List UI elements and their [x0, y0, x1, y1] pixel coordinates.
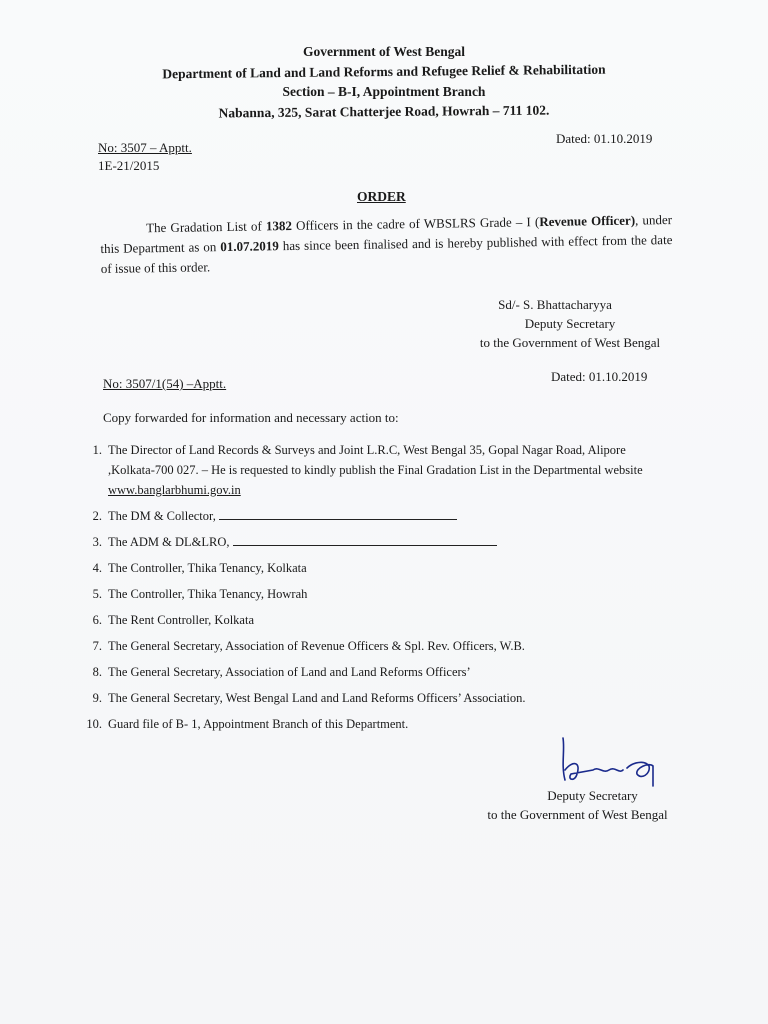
effective-date: 01.07.2019: [220, 238, 279, 255]
list-item: 8. The General Secretary, Association of Land and Land Reforms Officers’: [92, 665, 471, 679]
order-number: No: 3507 – Apptt.: [98, 140, 192, 155]
header-address: Nabanna, 325, Sarat Chatterjee Road, Howrah – 711 102.: [218, 102, 550, 121]
body-text-4: has since been finalised and is hereby published with effect from the date of issue of this order.: [100, 232, 673, 276]
list-item: 6. The Rent Controller, Kolkata: [92, 613, 254, 627]
file-number: 1E-21/2015: [98, 158, 160, 173]
officer-role: Revenue Officer): [539, 212, 636, 230]
recipient-list: [74, 440, 674, 740]
signatory-org: to the Government of West Bengal: [479, 335, 661, 350]
body-text-1: The Gradation List of: [146, 218, 267, 236]
website-link[interactable]: www.banglarbhumi.gov.in: [108, 483, 241, 497]
signatory-block: [460, 295, 680, 352]
body-text-2: Officers in the cadre of WBSLRS Grade – I (: [291, 214, 540, 233]
list-item: 4. The Controller, Thika Tenancy, Kolkata: [92, 561, 307, 575]
order-body: [100, 210, 673, 279]
list-item: 7. The General Secretary, Association of Revenue Officers & Spl. Rev. Officers, W.B.: [92, 639, 525, 653]
header-department: Department of Land and Land Reforms and Refugee Relief & Rehabilitation: [162, 61, 606, 82]
header-section: Section – B-I, Appointment Branch: [282, 84, 486, 99]
list-item: 5. The Controller, Thika Tenancy, Howrah: [92, 587, 308, 601]
letterhead: [0, 42, 768, 122]
list-item: 9. The General Secretary, West Bengal Land and Land Reforms Officers’ Association.: [92, 691, 526, 705]
footer-signatory-block: [470, 786, 685, 824]
body-text-3: , under this Department as on: [100, 212, 673, 256]
footer-designation: Deputy Secretary: [547, 788, 638, 803]
blank-line: [219, 507, 457, 520]
blank-line: [233, 533, 497, 546]
handwritten-signature: [553, 730, 673, 790]
signatory-name: Sd/- S. Bhattacharyya: [498, 297, 612, 312]
header-government: Government of West Bengal: [302, 44, 466, 59]
order-date: Dated: 01.10.2019: [556, 131, 653, 146]
footer-org: to the Government of West Bengal: [487, 807, 668, 822]
list-item: 2. The DM & Collector,: [74, 506, 674, 526]
memo-date: Dated: 01.10.2019: [551, 369, 648, 384]
order-title: ORDER: [357, 189, 406, 204]
list-item: 1. The Director of Land Records & Surveys and Joint L.R.C, West Bengal 35, Gopal Nagar Road, Alipore ,Kolkata-700 027. – He is requested to kindly publish the Final Gradation List in the Departmental website www.banglarbhumi.gov.in: [92, 443, 643, 497]
memo-number: No: 3507/1(54) –Apptt.: [103, 376, 227, 391]
list-item: 3. The ADM & DL&LRO,: [74, 532, 674, 552]
copy-forwarded-intro: Copy forwarded for information and necessary action to:: [103, 410, 399, 425]
signatory-designation: Deputy Secretary: [524, 316, 616, 331]
list-item: 10. Guard file of B- 1, Appointment Branch of this Department.: [86, 717, 409, 731]
officer-count: 1382: [265, 217, 293, 234]
